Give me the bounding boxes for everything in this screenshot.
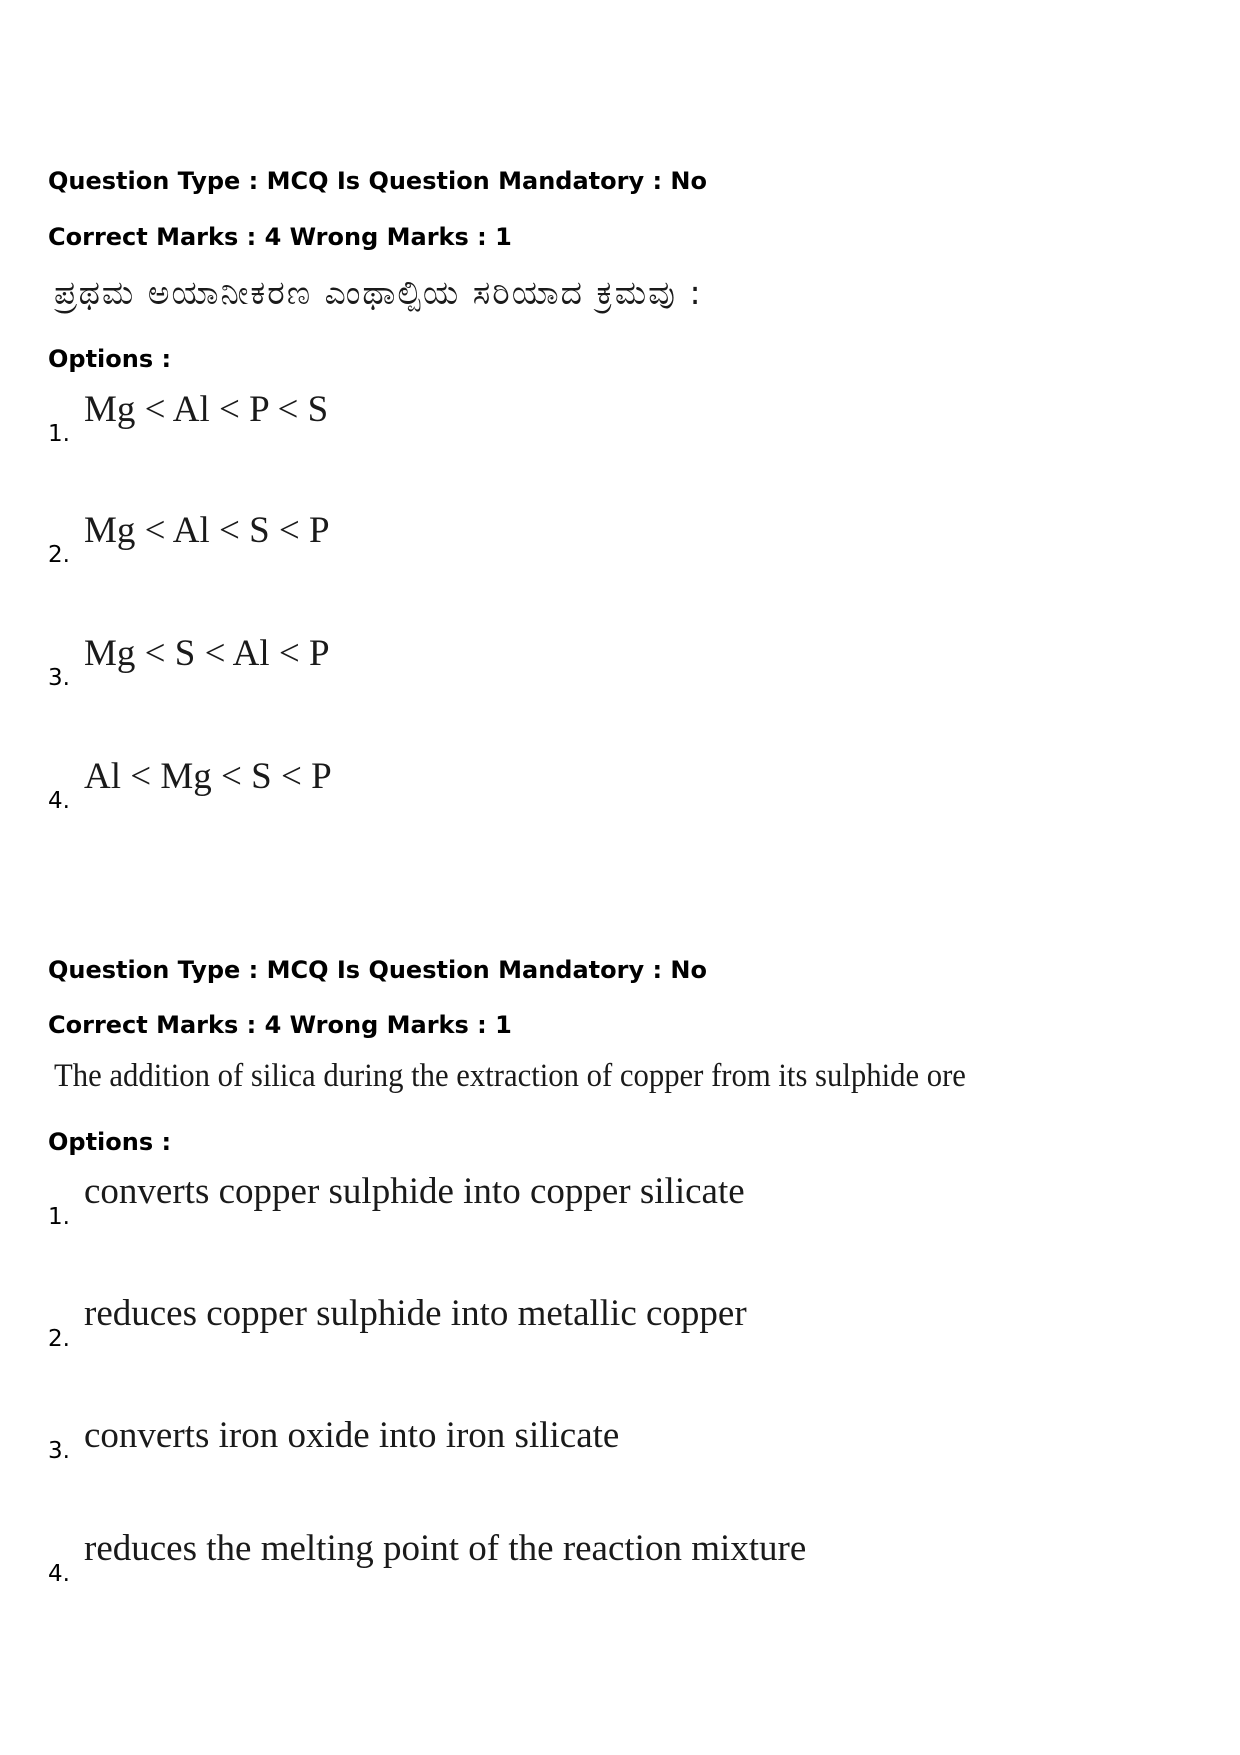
question-text: The addition of silica during the extraction of copper from its sulphide ore <box>54 1058 966 1094</box>
question-type-line: Question Type : MCQ Is Question Mandatory : No <box>48 956 707 984</box>
option-number: 2. <box>48 542 70 568</box>
option-number: 3. <box>48 665 70 691</box>
option-number: 4. <box>48 1561 70 1587</box>
options-label: Options : <box>48 1128 172 1156</box>
option-number: 4. <box>48 788 70 814</box>
option-number: 1. <box>48 1204 70 1230</box>
question-text: ಪ್ರಥಮ ಅಯಾನೀಕರಣ ಎಂಥಾಲ್ಪಿಯ ಸರಿಯಾದ ಕ್ರಮವು : <box>54 273 703 312</box>
option-text: converts copper sulphide into copper silicate <box>84 1171 745 1212</box>
option-text: reduces copper sulphide into metallic copper <box>84 1293 747 1334</box>
question-type-line: Question Type : MCQ Is Question Mandatory : No <box>48 167 707 195</box>
option-text: Al < Mg < S < P <box>84 756 332 797</box>
option-number: 2. <box>48 1326 70 1352</box>
option-text: Mg < S < Al < P <box>84 633 330 674</box>
marks-line: Correct Marks : 4 Wrong Marks : 1 <box>48 223 512 251</box>
marks-line: Correct Marks : 4 Wrong Marks : 1 <box>48 1011 512 1039</box>
option-number: 1. <box>48 421 70 447</box>
option-text: reduces the melting point of the reaction mixture <box>84 1528 807 1569</box>
option-text: Mg < Al < P < S <box>84 389 329 430</box>
option-text: Mg < Al < S < P <box>84 510 330 551</box>
option-number: 3. <box>48 1438 70 1464</box>
option-text: converts iron oxide into iron silicate <box>84 1415 620 1456</box>
options-label: Options : <box>48 345 172 373</box>
